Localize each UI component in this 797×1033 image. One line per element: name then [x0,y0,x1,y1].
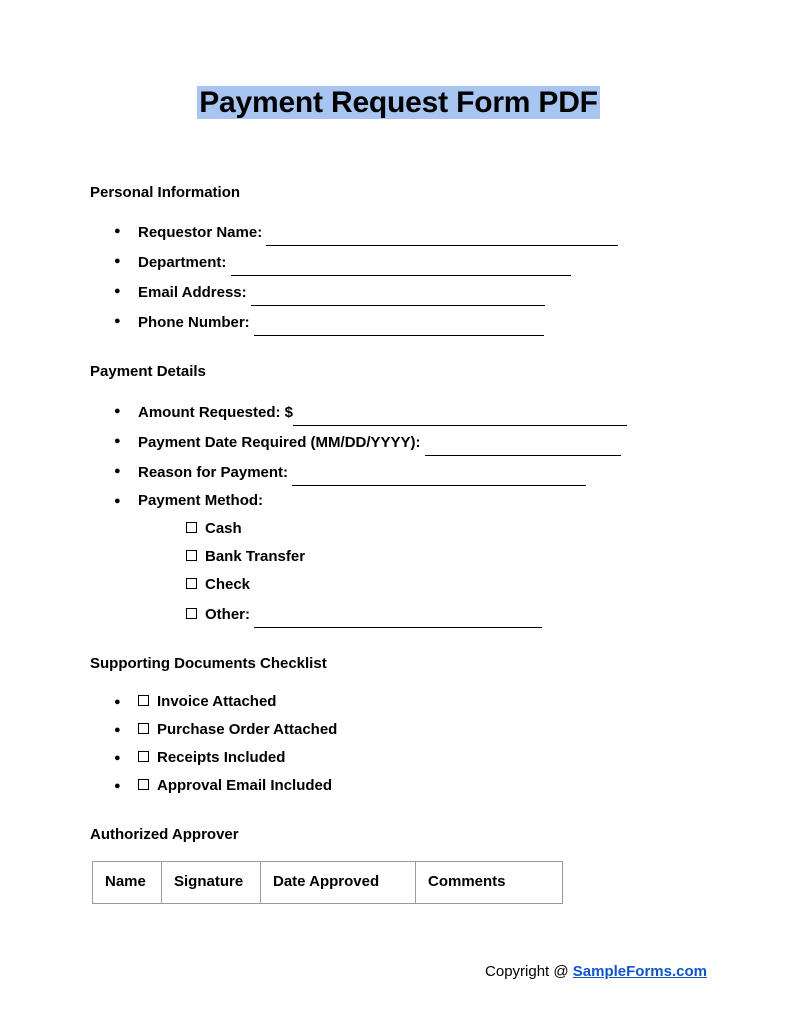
checkbox-icon[interactable] [138,695,149,706]
checklist-label-purchase-order-attached: Purchase Order Attached [157,720,338,738]
section-heading-personal-information: Personal Information [90,183,241,201]
payment-method-label-other: Other: [205,605,250,623]
payment-method-option-other[interactable] [186,599,707,629]
list-item [90,277,707,307]
checkbox-icon[interactable] [186,522,197,533]
table-header-date-approved: Date Approved [261,861,416,903]
field-input-reason-for-payment[interactable] [292,457,586,486]
supporting-documents-checklist [90,673,707,800]
checkbox-icon[interactable] [138,723,149,734]
checklist-label-receipts-included: Receipts Included [157,748,286,766]
checklist-item-approval-email-included[interactable] [90,772,707,800]
list-item [90,457,707,487]
list-item [90,487,707,629]
checkbox-icon[interactable] [186,608,197,619]
field-label-department: Department: [138,253,227,271]
payment-method-label-bank-transfer: Bank Transfer [205,547,306,565]
field-label-payment-method: Payment Method: [138,491,264,509]
list-item [90,247,707,277]
section-heading-authorized-approver: Authorized Approver [90,825,239,843]
personal-information-fields [90,202,707,337]
footer [0,963,797,980]
authorized-approver-table [92,861,563,904]
field-input-email-address[interactable] [251,277,545,306]
checklist-label-invoice-attached: Invoice Attached [157,692,277,710]
payment-method-label-check: Check [205,575,251,593]
field-label-reason-for-payment: Reason for Payment: [138,463,289,481]
table-row [93,861,563,903]
section-heading-payment-details: Payment Details [90,362,206,380]
page-title [90,0,707,122]
list-item [90,427,707,457]
field-input-amount-requested[interactable] [293,397,627,426]
section-heading-supporting-documents: Supporting Documents Checklist [90,654,327,672]
page-title-text: Payment Request Form PDF [199,86,598,119]
payment-method-label-cash: Cash [205,519,242,537]
field-label-payment-date: Payment Date Required (MM/DD/YYYY): [138,433,421,451]
payment-method-option-check[interactable] [186,571,707,599]
payment-method-option-cash[interactable] [186,515,707,543]
field-input-department[interactable] [231,247,571,276]
checklist-item-invoice-attached[interactable] [90,688,707,716]
checkbox-icon[interactable] [186,578,197,589]
list-item [90,307,707,337]
checkbox-icon[interactable] [138,751,149,762]
field-input-payment-method-other[interactable] [254,599,542,628]
checklist-item-purchase-order-attached[interactable] [90,716,707,744]
field-input-phone-number[interactable] [254,307,544,336]
field-input-payment-date[interactable] [425,427,621,456]
table-header-comments: Comments [416,861,563,903]
footer-copyright-text: Copyright @ [485,963,573,980]
payment-method-option-bank-transfer[interactable] [186,543,707,571]
checkbox-icon[interactable] [186,550,197,561]
field-label-amount-requested: Amount Requested: $ [138,403,294,421]
checkbox-icon[interactable] [138,779,149,790]
field-label-email-address: Email Address: [138,283,247,301]
footer-link-sampleforms[interactable]: SampleForms.com [572,963,707,980]
table-header-signature: Signature [162,861,261,903]
field-input-requestor-name[interactable] [266,217,618,246]
payment-details-fields [90,381,707,629]
checklist-item-receipts-included[interactable] [90,744,707,772]
checklist-label-approval-email-included: Approval Email Included [157,776,333,794]
field-label-phone-number: Phone Number: [138,313,250,331]
list-item [90,397,707,427]
list-item [90,217,707,247]
field-label-requestor-name: Requestor Name: [138,223,263,241]
table-header-name: Name [93,861,162,903]
payment-method-options [138,515,707,629]
